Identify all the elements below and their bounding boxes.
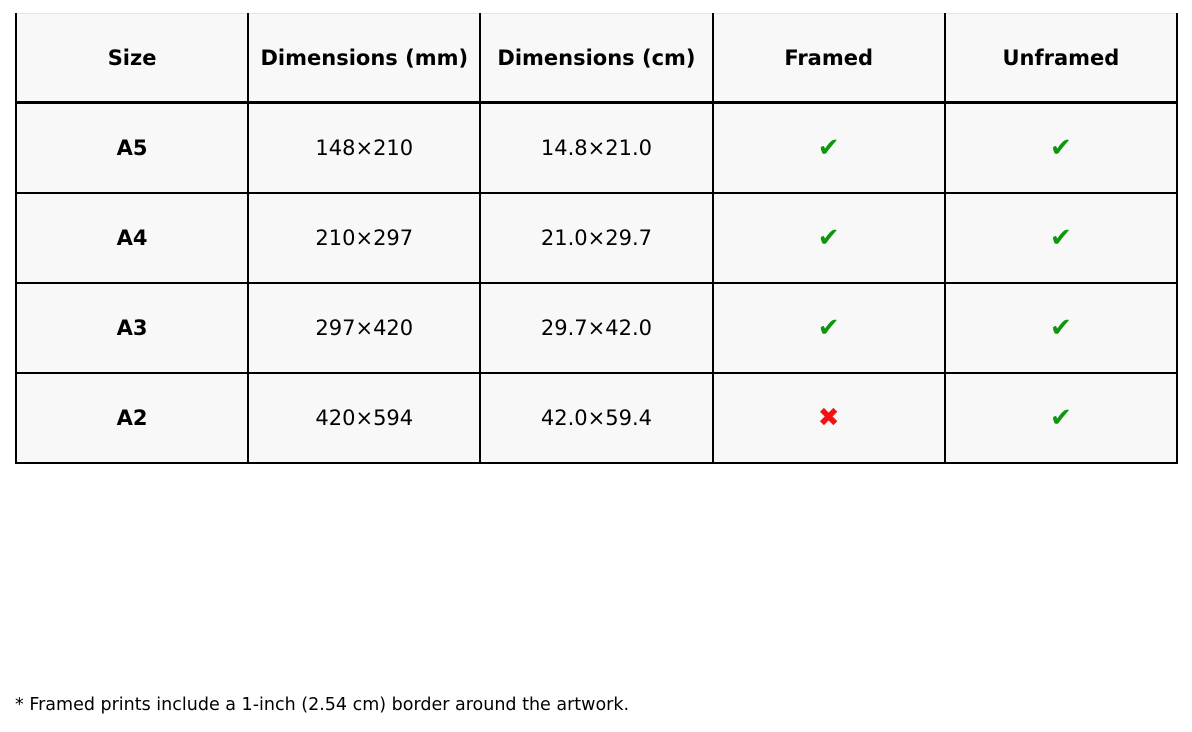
unframed-check-icon: ✔ [945, 193, 1177, 283]
framed-border-footnote: * Framed prints include a 1-inch (2.54 cm) border around the artwork. [15, 695, 630, 715]
size-cell: A3 [16, 283, 248, 373]
column-header-dimensions-mm: Dimensions (mm) [248, 14, 480, 103]
table-row-a2 [16, 373, 1177, 463]
column-header-unframed: Unframed [945, 14, 1177, 103]
dimensions-cm-cell: 42.0×59.4 [480, 373, 712, 463]
column-header-size: Size [16, 14, 248, 103]
dimensions-mm-cell: 420×594 [248, 373, 480, 463]
column-header-framed: Framed [713, 14, 945, 103]
dimensions-cm-cell: 29.7×42.0 [480, 283, 712, 373]
size-cell: A5 [16, 103, 248, 193]
framed-check-icon: ✔ [713, 103, 945, 193]
dimensions-mm-cell: 148×210 [248, 103, 480, 193]
column-header-dimensions-cm: Dimensions (cm) [480, 14, 712, 103]
unframed-check-icon: ✔ [945, 103, 1177, 193]
dimensions-cm-cell: 21.0×29.7 [480, 193, 712, 283]
framed-check-icon: ✔ [713, 283, 945, 373]
size-cell: A4 [16, 193, 248, 283]
size-cell: A2 [16, 373, 248, 463]
header-row [16, 14, 1177, 103]
dimensions-mm-cell: 210×297 [248, 193, 480, 283]
framed-cross-icon: ✖ [713, 373, 945, 463]
print-size-table [15, 13, 1178, 464]
unframed-check-icon: ✔ [945, 283, 1177, 373]
table-row-a5 [16, 103, 1177, 193]
table-row-a4 [16, 193, 1177, 283]
unframed-check-icon: ✔ [945, 373, 1177, 463]
dimensions-cm-cell: 14.8×21.0 [480, 103, 712, 193]
table-row-a3 [16, 283, 1177, 373]
dimensions-mm-cell: 297×420 [248, 283, 480, 373]
framed-check-icon: ✔ [713, 193, 945, 283]
